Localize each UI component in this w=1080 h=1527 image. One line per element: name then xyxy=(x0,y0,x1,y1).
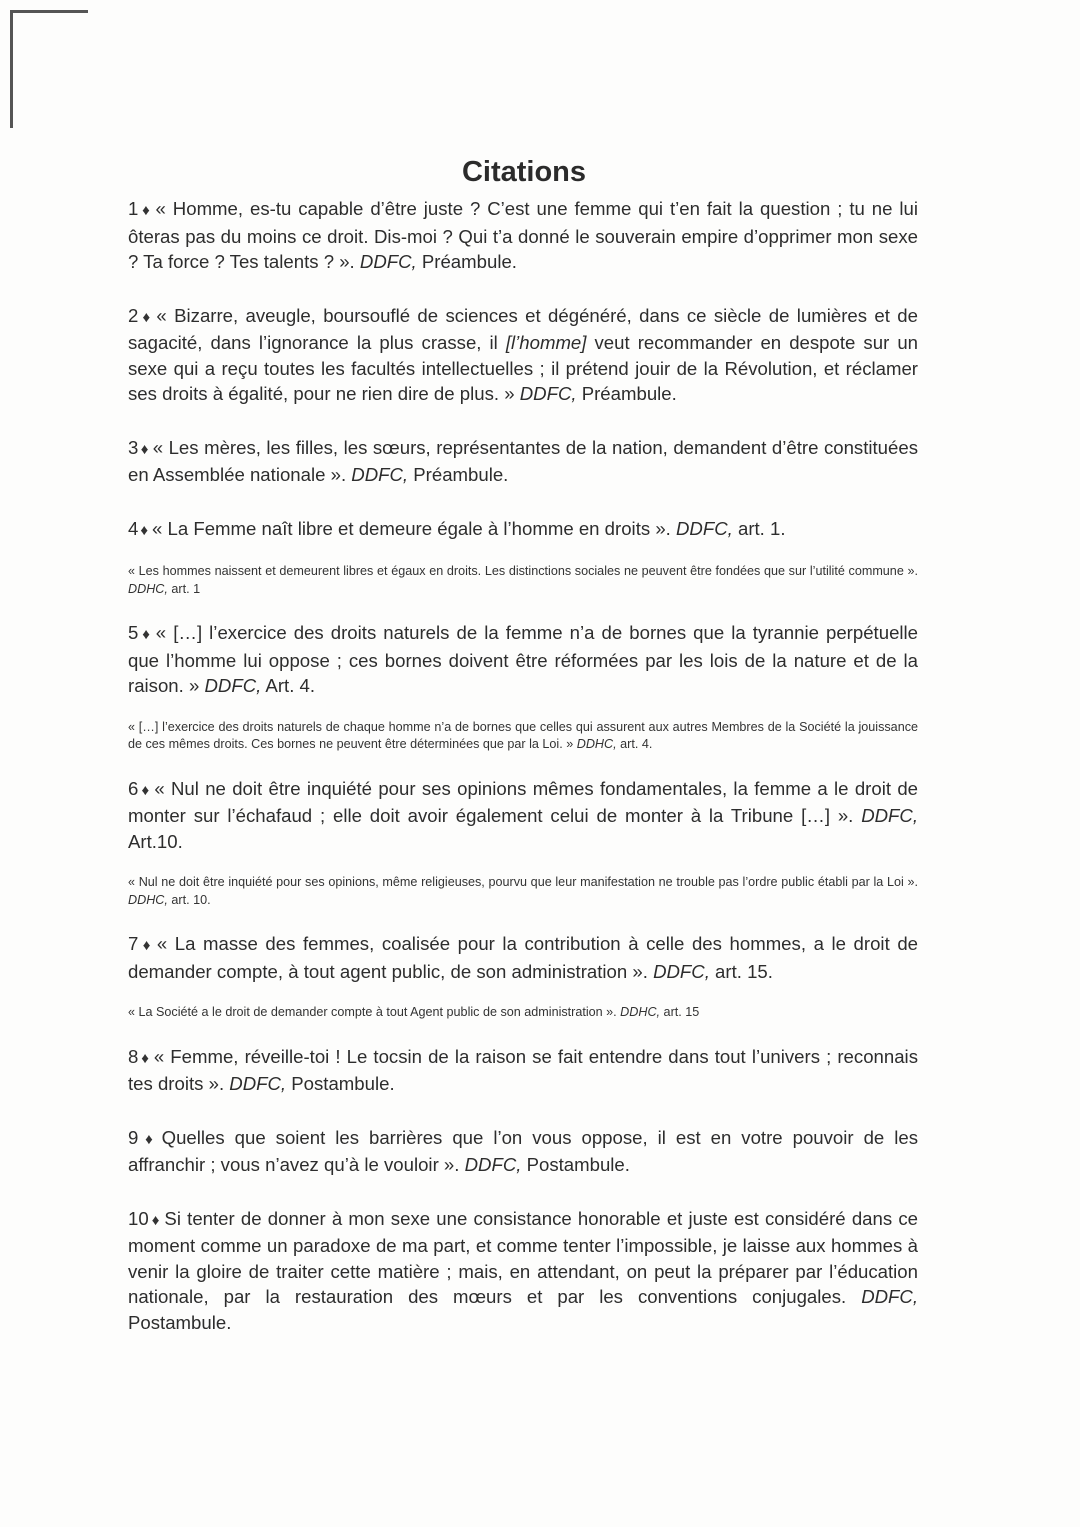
diamond-bullet-icon: ♦ xyxy=(140,440,149,458)
citation-source: DDFC, xyxy=(204,675,262,696)
citation-source: DDFC, xyxy=(861,1286,918,1307)
citation-number: 1 xyxy=(128,198,139,219)
note-source: DDHC, xyxy=(620,1005,661,1019)
ddhc-comparison-note xyxy=(128,719,918,754)
citation-item xyxy=(128,931,918,984)
citation-text: « Homme, es-tu capable d’être juste ? C’est une femme qui t’en fait la question ; tu ne lui ôteras pas du moins ce droit. Dis-moi ? Qui t’a donné le souverain empire d’opprimer mon sexe ? Ta force ? Tes talents ? ». xyxy=(128,198,918,272)
ddhc-comparison-note xyxy=(128,1004,918,1022)
citation-source: DDFC, xyxy=(351,464,409,485)
note-location: art. 15 xyxy=(660,1005,700,1019)
note-text: « La Société a le droit de demander compte à tout Agent public de son administration ». xyxy=(128,1005,621,1019)
note-source: DDHC, xyxy=(128,892,168,907)
page-title: Citations xyxy=(461,156,587,188)
citation-source: DDFC, xyxy=(464,1154,522,1175)
diamond-bullet-icon: ♦ xyxy=(140,781,151,799)
citation-item xyxy=(128,776,918,855)
citation-location: Postambule. xyxy=(286,1073,395,1094)
citation-source: DDFC, xyxy=(359,251,417,272)
citation-number: 4 xyxy=(128,517,139,539)
citation-text: « Nul ne doit être inquiété pour ses opinions mêmes fondamentales, la femme a le droit de monter sur l’échafaud ; elle doit avoir également celui de monter à la Tribune […] ». xyxy=(128,777,919,826)
citation-number: 7 xyxy=(128,933,139,954)
diamond-bullet-icon: ♦ xyxy=(150,1211,161,1229)
note-source: DDHC, xyxy=(128,581,168,596)
citation-number: 3 xyxy=(128,436,139,458)
citation-location: Préambule. xyxy=(576,383,677,404)
citation-item xyxy=(128,196,918,275)
citation-location: Art.10. xyxy=(128,830,183,852)
note-text: « […] l’exercice des droits naturels de chaque homme n’a de bornes que celles qui assurent aux autres Membres de la Société la jouissance de ces mêmes droits. Ces bornes ne peuvent être déterminées que par la Loi. » xyxy=(128,719,918,751)
citation-number: 9 xyxy=(128,1126,139,1148)
citation-text: Si tenter de donner à mon sexe une consistance honorable et juste est considéré dans ce moment comme un paradoxe de ma part, et comme tenter l’impossible, je laisse aux hommes à venir la gloire de traiter cette matière ; mais, en attendant, on peut la préparer par l’éducation nationale, par la restauration des mœurs et par les conventions conjugales. xyxy=(128,1207,918,1307)
citation-text: « […] l’exercice des droits naturels de la femme n’a de bornes que la tyrannie perpétuelle que l’homme lui oppose ; ces bornes doivent être réformées par les lois de la nature et de la raison. » xyxy=(128,622,919,696)
citation-location: Postambule. xyxy=(521,1154,630,1175)
diamond-bullet-icon: ♦ xyxy=(140,202,152,219)
citation-item xyxy=(128,516,918,544)
citation-text: « Bizarre, aveugle, boursouflé de sciences et dégénéré, dans ce siècle de lumières et de sagacité, dans l’ignorance la plus crasse, il xyxy=(128,304,918,353)
citation-text: « Les mères, les filles, les sœurs, représentantes de la nation, demandent d’être constituées en Assemblée nationale ». xyxy=(128,436,918,485)
citation-text: veut recommander en despote sur un sexe qui a reçu toutes les facultés intellectuelles ; il prétend jouir de la Révolution, et réclamer ses droits à égalité, pour ne rien dire de plus. » xyxy=(128,332,918,404)
diamond-bullet-icon: ♦ xyxy=(140,1049,150,1067)
citation-text: « La Femme naît libre et demeure égale à l’homme en droits ». xyxy=(152,517,676,539)
citations-list xyxy=(128,196,918,1335)
citation-number: 8 xyxy=(128,1045,139,1067)
diamond-bullet-icon: ♦ xyxy=(140,521,148,539)
citation-text: « La masse des femmes, coalisée pour la contribution à celle des hommes, a le droit de demander compte, à tout agent public, de son administration ». xyxy=(128,933,918,982)
citation-location: art. 15. xyxy=(709,960,773,982)
note-source: DDHC, xyxy=(576,737,617,751)
citation-item xyxy=(128,1206,918,1336)
citation-item xyxy=(128,1125,918,1178)
citation-source: DDFC, xyxy=(676,517,733,539)
scan-corner-mark xyxy=(10,10,13,128)
citation-source: DDFC, xyxy=(519,383,577,404)
ddhc-comparison-note xyxy=(128,563,918,598)
ddhc-comparison-note xyxy=(128,874,918,909)
citation-emphasis: [l’homme] xyxy=(505,332,587,353)
diamond-bullet-icon: ♦ xyxy=(140,1130,158,1148)
diamond-bullet-icon: ♦ xyxy=(140,626,152,643)
diamond-bullet-icon: ♦ xyxy=(140,308,153,326)
citation-item xyxy=(128,1044,918,1097)
note-location: art. 4. xyxy=(616,737,653,751)
citation-location: Postambule. xyxy=(128,1311,232,1333)
citation-number: 5 xyxy=(128,622,139,643)
diamond-bullet-icon: ♦ xyxy=(140,937,153,954)
citation-item xyxy=(128,620,918,699)
citation-text: Quelles que soient les barrières que l’on vous oppose, il est en votre pouvoir de les affranchir ; vous n’avez qu’à le vouloir ». xyxy=(128,1126,918,1175)
citation-number: 10 xyxy=(128,1207,149,1229)
citation-location: Préambule. xyxy=(408,464,509,485)
scan-corner-mark xyxy=(10,10,88,13)
citation-location: art. 1. xyxy=(732,517,786,539)
citation-number: 6 xyxy=(128,777,139,799)
citation-location: Art. 4. xyxy=(261,675,316,696)
note-text: « Les hommes naissent et demeurent libres et égaux en droits. Les distinctions sociales ne peuvent être fondées que sur l’utilité commune ». xyxy=(128,564,918,578)
citation-item xyxy=(128,435,918,488)
citation-location: Préambule. xyxy=(416,251,517,272)
citation-source: DDFC, xyxy=(861,805,918,826)
citation-source: DDFC, xyxy=(653,960,710,982)
note-location: art. 10. xyxy=(167,892,211,907)
note-text: « Nul ne doit être inquiété pour ses opinions, même religieuses, pourvu que leur manifestation ne trouble pas l’ordre public établi par la Loi ». xyxy=(128,875,918,889)
citation-text: « Femme, réveille-toi ! Le tocsin de la raison se fait entendre dans tout l’univers ; reconnais tes droits ». xyxy=(128,1045,918,1094)
citation-item xyxy=(128,303,918,407)
note-location: art. 1 xyxy=(167,581,201,596)
citation-source: DDFC, xyxy=(229,1073,287,1094)
citation-number: 2 xyxy=(128,304,139,326)
